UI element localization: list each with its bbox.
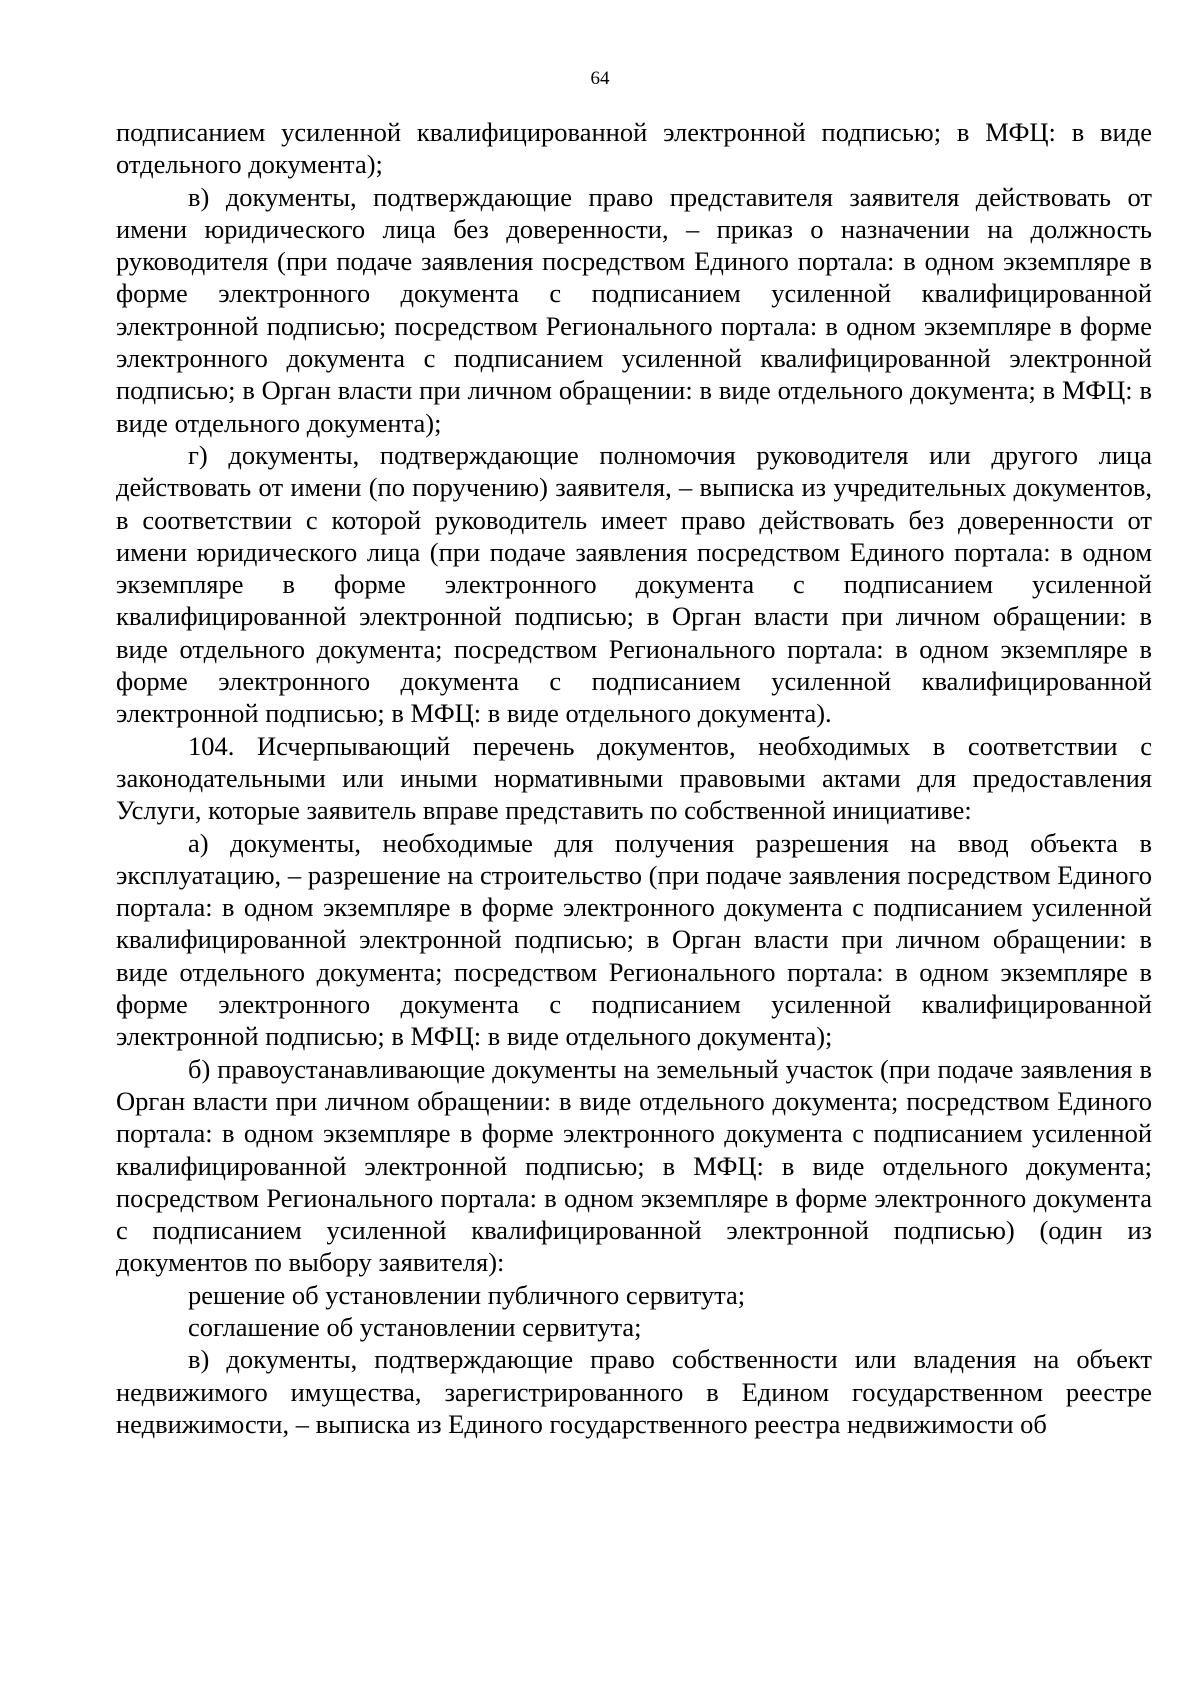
paragraph-5: а) документы, необходимые для получения разрешения на ввод объекта в эксплуатацию, – разрешение на строительство (при подаче заявления посредством Единого портала: в одном экземпляре в форме электронного документа с подписанием усиленной квалифицированной электронной подписью; в Орган власти при личном обращении: в виде отдельного документа; посредством Регионального портала: в одном экземпляре в форме электронного документа с подписанием усиленной квалифицированной электронной подписью; в МФЦ: в виде отдельного документа); <box>116 827 1152 1052</box>
paragraph-7: решение об установлении публичного сервитута; <box>188 1279 746 1310</box>
paragraph-6: б) правоустанавливающие документы на земельный участок (при подаче заявления в Орган власти при личном обращении: в виде отдельного документа; посредством Единого портала: в одном экземпляре в форме электронного документа с подписанием усиленной квалифицированной электронной подписью; в МФЦ: в виде отдельного документа; посредством Регионального портала: в одном экземпляре в форме электронного документа с подписанием усиленной квалифицированной электронной подписью) (один из документов по выбору заявителя): <box>116 1053 1152 1278</box>
paragraph-1: подписанием усиленной квалифицированной электронной подписью; в МФЦ: в виде отдельного документа); <box>116 117 1152 180</box>
paragraph-8: соглашение об установлении сервитута; <box>188 1311 642 1342</box>
paragraph-4: 104. Исчерпывающий перечень документов, необходимых в соответствии с законодательными или иными нормативными правовыми актами для предоставления Услуги, которые заявитель вправе представить по собственной инициативе: <box>116 730 1152 826</box>
paragraph-2: в) документы, подтверждающие право представителя заявителя действовать от имени юридического лица без доверенности, – приказ о назначении на должность руководителя (при подаче заявления посредством Единого портала: в одном экземпляре в форме электронного документа с подписанием усиленной квалифицированной электронной подписью; посредством Регионального портала: в одном экземпляре в форме электронного документа с подписанием усиленной квалифицированной электронной подписью; в Орган власти при личном обращении: в виде отдельного документа; в МФЦ: в виде отдельного документа); <box>116 181 1152 438</box>
document-body <box>116 116 1152 1440</box>
paragraph-3: г) документы, подтверждающие полномочия руководителя или другого лица действовать от имени (по поручению) заявителя, – выписка из учредительных документов, в соответствии с которой руководитель имеет право действовать без доверенности от имени юридического лица (при подаче заявления посредством Единого портала: в одном экземпляре в форме электронного документа с подписанием усиленной квалифицированной электронной подписью; в Орган власти при личном обращении: в виде отдельного документа; посредством Регионального портала: в одном экземпляре в форме электронного документа с подписанием усиленной квалифицированной электронной подписью; в МФЦ: в виде отдельного документа). <box>116 439 1152 729</box>
page-number: 64 <box>590 68 610 89</box>
paragraph-9: в) документы, подтверждающие право собственности или владения на объект недвижимого имущества, зарегистрированного в Едином государственном реестре недвижимости, – выписка из Единого государственного реестра недвижимости об <box>116 1344 1152 1439</box>
